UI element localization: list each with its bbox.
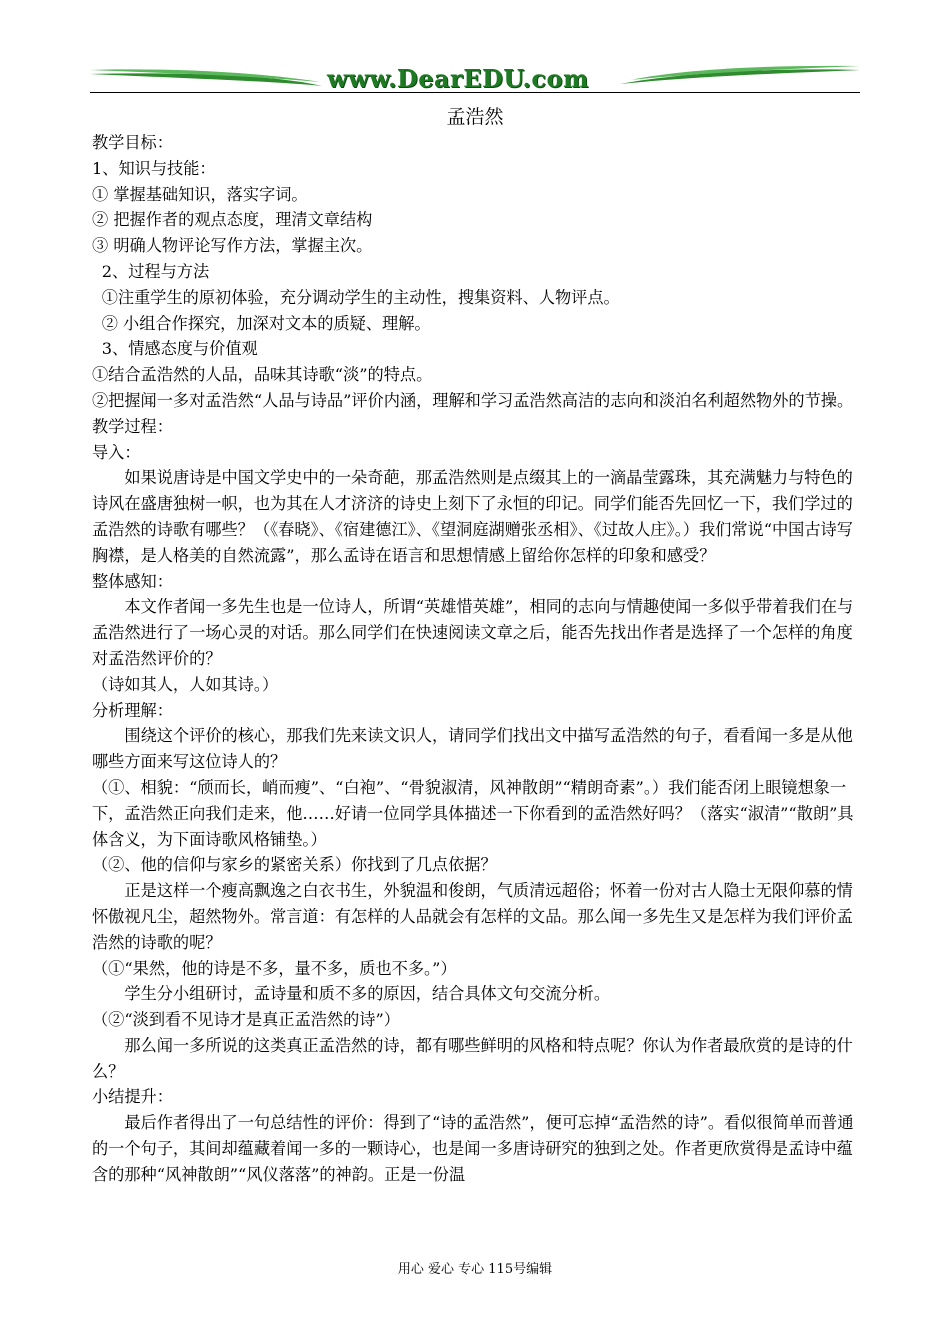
text-line: 小结提升： [92,1087,173,1107]
text-line: 教学过程： [92,416,173,436]
text-line: （诗如其人，人如其诗。） [92,674,279,694]
text-line: 导入： [92,442,141,462]
paragraph: 本文作者闻一多先生也是一位诗人，所谓“英雄惜英雄”，相同的志向与情趣使闻一多似乎带着我们在与孟浩然进行了一场心灵的对话。那么同学们在快速阅读文章之后，能否先找出作者是选择了一个怎样的角度对孟浩然评价的？ [92,597,854,668]
paragraph: 围绕这个评价的核心，那我们先来读文识人，请同学们找出文中描写孟浩然的句子，看看闻一多是从他哪些方面来写这位诗人的？ [92,726,853,772]
paragraph: 正是这样一个瘦高飘逸之白衣书生，外貌温和俊朗，气质清远超俗；怀着一份对古人隐士无限仰慕的情怀傲视凡尘，超然物外。常言道：有怎样的人品就会有怎样的文品。那么闻一多先生又是怎样为我们评价孟浩然的诗歌的呢？ [92,881,853,952]
text-line: ① 掌握基础知识，落实字词。 [92,184,308,204]
paragraph: 学生分小组研讨，孟诗量和质不多的原因，结合具体文句交流分析。 [124,984,611,1004]
text-line: ①注重学生的原初体验，充分调动学生的主动性，搜集资料、人物评点。 [101,287,620,307]
paragraph: 如果说唐诗是中国文学史中的一朵奇葩，那孟浩然则是点缀其上的一滴晶莹露珠，其充满魅力与特色的诗风在盛唐独树一帜，也为其在人才济济的诗史上刻下了永恒的印记。同学们能否先回忆一下，我们学过的孟浩然的诗歌有哪些？（《春晓》、《宿建德江》、《望洞庭湖赠张丞相》、《过故人庄》。）我们常说“中国古诗写胸襟，是人格美的自然流露”，那么孟诗在语言和思想情感上留给你怎样的印象和感受？ [92,468,853,565]
text-line: 1、知识与技能： [92,158,216,178]
page-header [90,62,860,96]
text-line: 3、情感态度与价值观 [101,339,258,359]
text-line: ③ 明确人物评论写作方法，掌握主次。 [92,236,373,256]
site-logo[interactable]: www.DearEDU.com [327,64,589,93]
text-line: ② 把握作者的观点态度，理清文章结构 [92,210,373,230]
text-line: （②、他的信仰与家乡的紧密关系）你找到了几点依据？ [92,855,497,875]
text-line: 分析理解： [92,700,173,720]
text-line: （①“果然，他的诗是不多，量不多，质也不多。”） [92,958,457,978]
text-line: （②“淡到看不见诗才是真正孟浩然的诗”） [92,1010,400,1030]
document-body [92,130,862,1188]
text-line: 教学目标： [92,133,173,152]
paragraph: 最后作者得出了一句总结性的评价：得到了“诗的孟浩然”，便可忘掉“孟浩然的诗”。看似很简单而普通的一个句子，其间却蕴藏着闻一多的一颗诗心，也是闻一多唐诗研究的独到之处。作者更欣赏得是孟诗中蕴含的那种“风神散朗”“风仪落落”的神韵。正是一份温 [92,1113,854,1184]
paragraph: （①、相貌：“颀而长，峭而瘦”、“白袍”、“骨貌淑清，风神散朗”“精朗奇素”。）我们能否闭上眼镜想象一下，孟浩然正向我们走来，他……好请一位同学具体描述一下你看到的孟浩然好吗？（落实“淑清”“散朗”具体含义，为下面诗歌风格铺垫。） [92,777,854,849]
text-line: ①结合孟浩然的人品，品味其诗歌“淡”的特点。 [92,365,433,385]
paragraph: 那么闻一多所说的这类真正孟浩然的诗，都有哪些鲜明的风格和特点呢？你认为作者最欣赏的是诗的什么？ [92,1035,853,1081]
text-line: ②把握闻一多对孟浩然“人品与诗品”评价内涵，理解和学习孟浩然高洁的志向和淡泊名利超然物外的节操。 [92,390,854,410]
page-footer: 用心 爱心 专心 115号编辑 [397,1262,553,1277]
text-line: 2、过程与方法 [101,261,210,281]
text-line: ② 小组合作探究，加深对文本的质疑、理解。 [101,313,431,333]
text-line: 整体感知： [92,571,173,591]
page-title: 孟浩然 [446,106,504,128]
header-rule [90,92,860,93]
